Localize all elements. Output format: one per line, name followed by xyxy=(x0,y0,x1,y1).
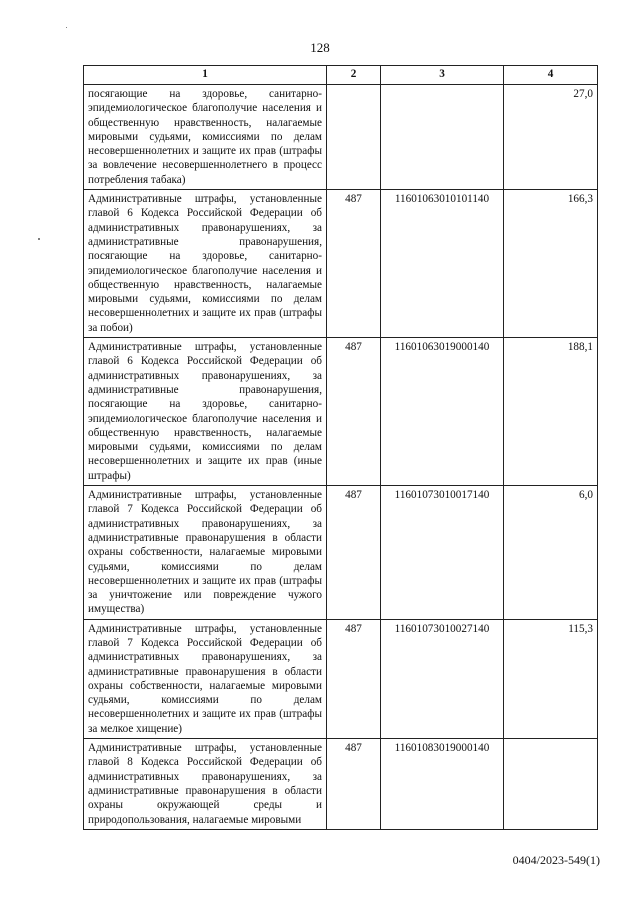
document-id: 0404/2023-549(1) xyxy=(512,853,600,867)
row-description: Административные штрафы, установленные главой 6 Кодекса Российской Федерации об административных правонарушениях, за административные правонарушения, посягающие на здоровье, санитарно-эпидемиологическое благополучие населения и общественную нравственность, налагаемые мировыми судьями, комиссиями по делам несовершеннолетних и защите их прав (иные штрафы) xyxy=(84,338,327,486)
row-description: Административные штрафы, установленные главой 8 Кодекса Российской Федерации об административных правонарушениях, за административные правонарушения в области охраны окружающей среды и природопользования, налагаемые мировыми xyxy=(84,739,327,830)
row-amount: 115,3 xyxy=(504,619,598,738)
column-header-3: 3 xyxy=(381,66,504,85)
row-kbk-code xyxy=(381,85,504,190)
table-row xyxy=(84,190,598,338)
row-admin-code: 487 xyxy=(327,486,381,620)
table-row xyxy=(84,486,598,620)
row-amount: 6,0 xyxy=(504,486,598,620)
row-description: посягающие на здоровье, санитарно-эпидемиологическое благополучие населения и общественную нравственность, налагаемые мировыми судьями, комиссиями по делам несовершеннолетних и защите их прав (штрафы за вовлечение несовершеннолетнего в процесс потребления табака) xyxy=(84,85,327,190)
table-header-row xyxy=(84,66,598,85)
row-amount: 27,0 xyxy=(504,85,598,190)
column-header-4: 4 xyxy=(504,66,598,85)
table-row xyxy=(84,338,598,486)
row-admin-code: 487 xyxy=(327,619,381,738)
row-description: Административные штрафы, установленные главой 6 Кодекса Российской Федерации об административных правонарушениях, за административные правонарушения, посягающие на здоровье, санитарно-эпидемиологическое благополучие населения и общественную нравственность, налагаемые мировыми судьями, комиссиями по делам несовершеннолетних и защите их прав (штрафы за побои) xyxy=(84,190,327,338)
table-row xyxy=(84,619,598,738)
row-amount: 166,3 xyxy=(504,190,598,338)
row-admin-code xyxy=(327,85,381,190)
row-admin-code: 487 xyxy=(327,338,381,486)
table-row xyxy=(84,739,598,830)
row-admin-code: 487 xyxy=(327,739,381,830)
row-kbk-code: 11601063019000140 xyxy=(381,338,504,486)
row-kbk-code: 11601073010017140 xyxy=(381,486,504,620)
row-description: Административные штрафы, установленные главой 7 Кодекса Российской Федерации об административных правонарушениях, за административные правонарушения в области охраны собственности, налагаемые мировыми судьями, комиссиями по делам несовершеннолетних и защите их прав (штрафы за мелкое хищение) xyxy=(84,619,327,738)
row-amount xyxy=(504,739,598,830)
scan-speck xyxy=(38,238,40,240)
table-row xyxy=(84,85,598,190)
column-header-2: 2 xyxy=(327,66,381,85)
row-admin-code: 487 xyxy=(327,190,381,338)
row-description: Административные штрафы, установленные главой 7 Кодекса Российской Федерации об административных правонарушениях, за административные правонарушения в области охраны собственности, налагаемые мировыми судьями, комиссиями по делам несовершеннолетних и защите их прав (штрафы за уничтожение или повреждение чужого имущества) xyxy=(84,486,327,620)
row-kbk-code: 11601063010101140 xyxy=(381,190,504,338)
page-number: 128 xyxy=(310,40,330,55)
row-kbk-code: 11601083019000140 xyxy=(381,739,504,830)
row-kbk-code: 11601073010027140 xyxy=(381,619,504,738)
column-header-1: 1 xyxy=(84,66,327,85)
budget-table xyxy=(83,65,598,830)
scan-speck xyxy=(66,27,67,28)
row-amount: 188,1 xyxy=(504,338,598,486)
